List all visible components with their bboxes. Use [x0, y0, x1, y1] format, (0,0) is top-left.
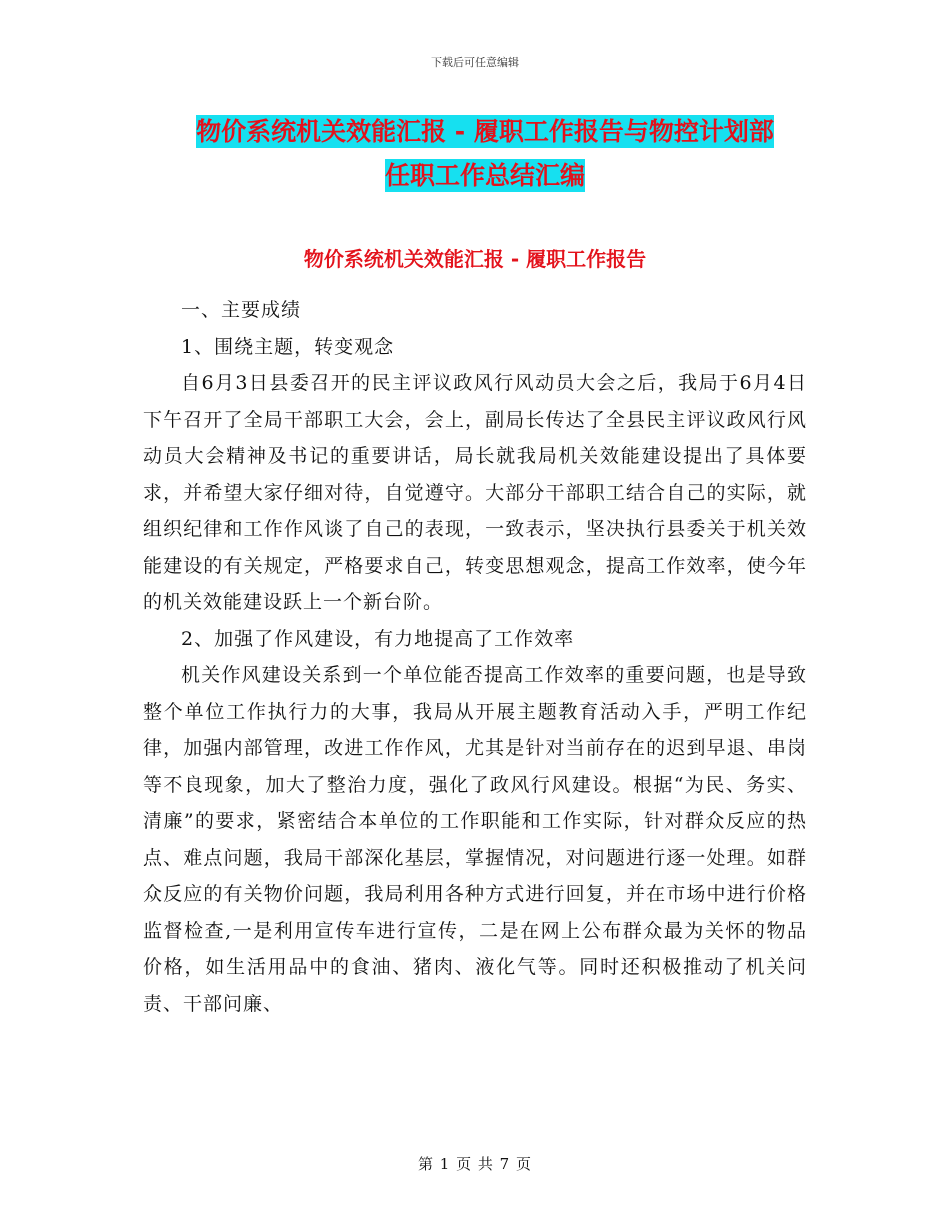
- paragraph-subheading: 1、围绕主题，转变观念: [181, 335, 395, 358]
- main-title: [140, 110, 830, 198]
- main-title-line2: 任职工作总结汇编: [384, 161, 585, 190]
- header-note: 下载后可任意编辑: [431, 56, 519, 69]
- body-text: [143, 292, 807, 1022]
- paragraph-heading: 一、主要成绩: [181, 299, 302, 321]
- paragraph: 自6月3日县委召开的民主评议政风行风动员大会之后，我局于6月4日下午召开了全局干部职工大会，会上，副局长传达了全县民主评议政风行风动员大会精神及书记的重要讲话，局长就我局机关效能建设提出了具体要求，并希望大家仔细对待，自觉遵守。大部分干部职工结合自己的实际，就组织纪律和工作作风谈了自己的表现，一致表示，坚决执行县委关于机关效能建设的有关规定，严格要求自己，转变思想观念，提高工作效率，使今年的机关效能建设跃上一个新台阶。: [143, 372, 807, 613]
- main-title-line1: 物价系统机关效能汇报 - 履职工作报告与物控计划部: [196, 117, 774, 146]
- paragraph-subheading: 2、加强了作风建设，有力地提高了工作效率: [181, 627, 575, 650]
- section-title: 物价系统机关效能汇报 - 履职工作报告: [303, 247, 647, 271]
- page-footer: 第 1 页 共 7 页: [418, 1155, 532, 1173]
- paragraph: 机关作风建设关系到一个单位能否提高工作效率的重要问题，也是导致整个单位工作执行力的大事，我局从开展主题教育活动入手，严明工作纪律，加强内部管理，改进工作作风，尤其是针对当前存在的迟到早退、串岗等不良现象，加大了整治力度，强化了政风行风建设。根据“为民、务实、清廉”的要求，紧密结合本单位的工作职能和工作实际，针对群众反应的热点、难点问题，我局干部深化基层，掌握情况，对问题进行逐一处理。如群众反应的有关物价问题，我局利用各种方式进行回复，并在市场中进行价格监督检查,一是利用宣传车进行宣传，二是在网上公布群众最为关怀的物品价格，如生活用品中的食油、猪肉、液化气等。同时还积极推动了机关问责、干部问廉、: [143, 664, 807, 1015]
